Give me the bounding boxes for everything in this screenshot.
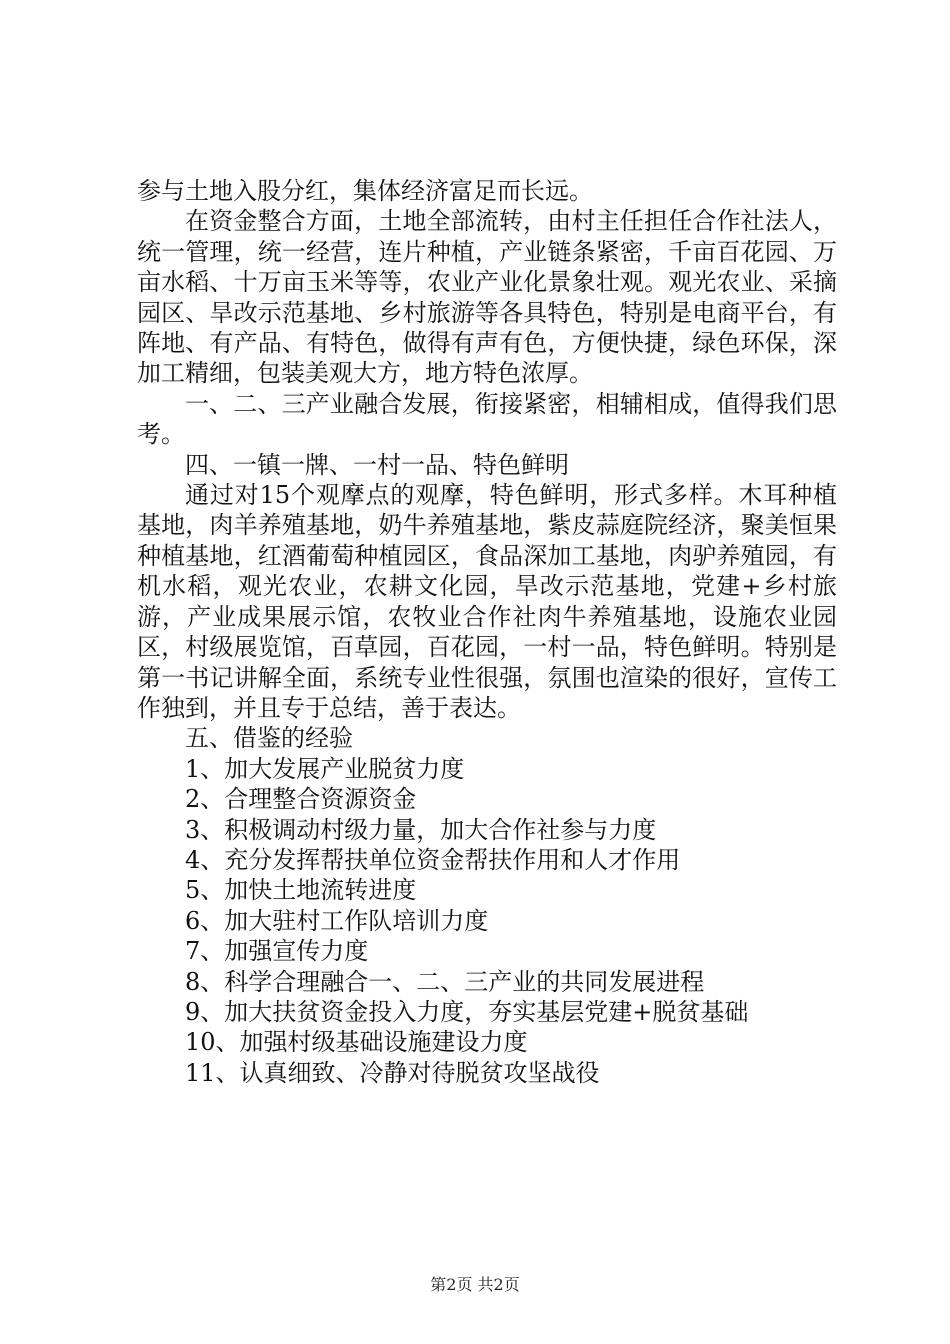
list-item: 2、合理整合资源资金 [185, 785, 417, 814]
list-item: 8、科学合理融合一、二、三产业的共同发展进程 [185, 967, 705, 996]
list-item: 7、加强宣传力度 [185, 937, 369, 966]
list-item: 3、积极调动村级力量，加大合作社参与力度 [185, 815, 657, 844]
section-heading: 四、一镇一牌、一村一品、特色鲜明 [185, 450, 569, 479]
list-item: 10、加强村级基础设施建设力度 [185, 1028, 528, 1057]
document-body [137, 176, 837, 1088]
paragraph: 一、二、三产业融合发展，衔接紧密，相辅相成，值得我们思考。 [137, 389, 837, 449]
paragraph: 在资金整合方面，土地全部流转，由村主任担任合作社法人，统一管理，统一经营，连片种植，产业链条紧密，千亩百花园、万亩水稻、十万亩玉米等等，农业产业化景象壮观。观光农业、采摘园区、旱改示范基地、乡村旅游等各具特色，特别是电商平台，有阵地、有产品、有特色，做得有声有色，方便快捷，绿色环保，深加工精细，包装美观大方，地方特色浓厚。 [137, 207, 837, 388]
list-item: 4、充分发挥帮扶单位资金帮扶作用和人才作用 [185, 845, 681, 874]
page-footer: 第2页 共2页 [430, 1275, 520, 1294]
list-item: 5、加快土地流转进度 [185, 876, 417, 905]
section-heading: 五、借鉴的经验 [185, 724, 353, 753]
list-item: 9、加大扶贫资金投入力度，夯实基层党建+脱贫基础 [185, 997, 749, 1026]
list-item: 1、加大发展产业脱贫力度 [185, 754, 465, 783]
paragraph: 通过对15个观摩点的观摩，特色鲜明，形式多样。木耳种植基地，肉羊养殖基地，奶牛养殖基地，紫皮蒜庭院经济，聚美恒果种植基地，红酒葡萄种植园区，食品深加工基地，肉驴养殖园，有机水稻，观光农业，农耕文化园，旱改示范基地，党建+乡村旅游，产业成果展示馆，农牧业合作社肉牛养殖基地，设施农业园区，村级展览馆，百草园，百花园，一村一品，特色鲜明。特别是第一书记讲解全面，系统专业性很强，氛围也渲染的很好，宣传工作独到，并且专于总结，善于表达。 [137, 481, 837, 722]
list-item: 11、认真细致、冷静对待脱贫攻坚战役 [185, 1058, 600, 1087]
paragraph: 参与土地入股分红，集体经济富足而长远。 [137, 177, 593, 205]
list-item: 6、加大驻村工作队培训力度 [185, 906, 489, 935]
